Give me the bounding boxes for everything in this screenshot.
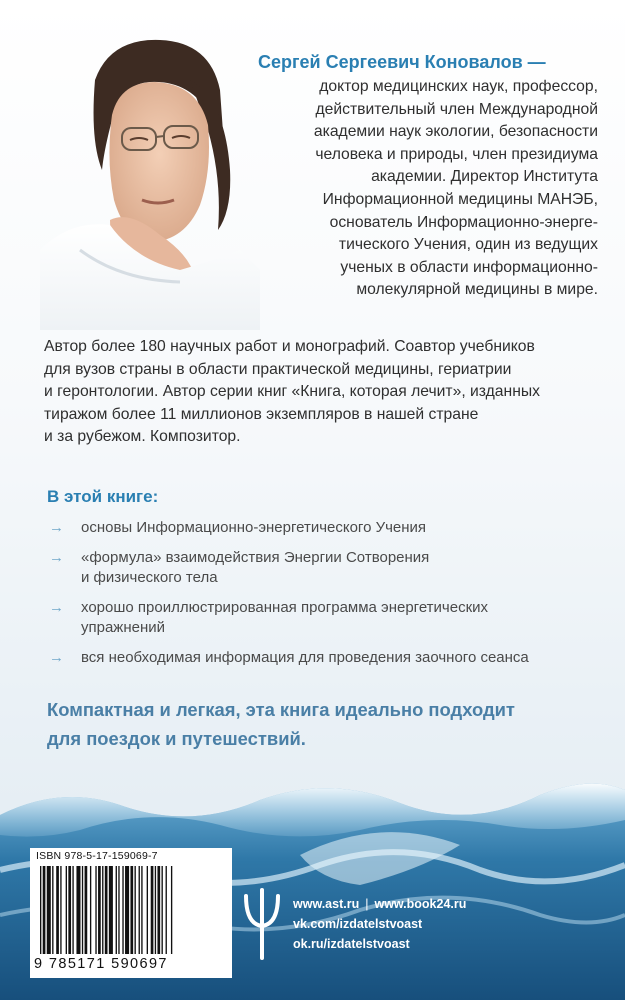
- author-name: Сергей Сергеевич Коновалов —: [258, 52, 546, 72]
- feature-item: [47, 648, 607, 668]
- barcode-bar: [118, 866, 119, 954]
- barcode-bar: [102, 866, 103, 954]
- feature-item: [47, 548, 607, 588]
- bio-line: молекулярной медицины в мире.: [356, 281, 598, 299]
- works-line: и геронтологии. Автор серии книг «Книга, которая лечит», изданных: [44, 383, 540, 401]
- barcode-bar: [66, 866, 67, 954]
- tagline-line: Компактная и легкая, эта книга идеально подходит: [47, 699, 515, 720]
- feature-line: основы Информационно-энергетического Учения: [81, 519, 427, 536]
- barcode-bar: [43, 866, 46, 954]
- isbn-label: ISBN 978-5-17-159069-7: [36, 850, 158, 862]
- link-ast[interactable]: www.ast.ru: [293, 897, 360, 911]
- barcode-bar: [60, 866, 61, 954]
- barcode-digits: 9 785171 590697: [34, 956, 168, 972]
- barcode-bar: [171, 866, 172, 954]
- barcode-bar: [157, 866, 160, 954]
- works-line: Автор более 180 научных работ и монографий. Соавтор учебников: [44, 338, 535, 355]
- bio-line: основатель Информационно-энерге-: [329, 213, 598, 231]
- compact-tagline: [47, 695, 607, 753]
- barcode-bar: [95, 866, 96, 954]
- feature-item: [47, 518, 607, 538]
- barcode-bar: [82, 866, 83, 954]
- barcode-bar: [90, 866, 91, 954]
- barcode-bar: [40, 866, 41, 954]
- barcode-bar: [105, 866, 108, 954]
- barcode-bar: [166, 866, 167, 954]
- bio-line: доктор медицинских наук, профессор,: [319, 78, 598, 95]
- barcode-bar: [68, 866, 71, 954]
- link-vk[interactable]: vk.com/izdatelstvoast: [293, 917, 423, 931]
- link-book24[interactable]: www.book24.ru: [374, 897, 467, 911]
- barcode-bar: [147, 866, 148, 954]
- barcode-bar: [47, 866, 51, 954]
- barcode-panel: [30, 848, 232, 978]
- barcode-bar: [122, 866, 123, 954]
- arrow-right-icon: →: [49, 519, 64, 536]
- barcode-bar: [151, 866, 154, 954]
- author-works: [44, 336, 604, 449]
- author-portrait: [40, 20, 260, 330]
- barcode-bar: [56, 866, 59, 954]
- feature-line: упражнений: [81, 619, 166, 636]
- barcode-bar: [141, 866, 142, 954]
- link-separator: |: [365, 897, 369, 911]
- barcode-bar: [135, 866, 136, 954]
- book-features-list: [47, 518, 607, 678]
- barcode-bar: [155, 866, 156, 954]
- works-line: тиражом более 11 миллионов экземпляров в нашей стране: [44, 405, 479, 423]
- arrow-right-icon: →: [49, 549, 64, 566]
- author-bio: [258, 76, 598, 302]
- barcode-bar: [139, 866, 140, 954]
- bio-line: академии. Директор Института: [371, 168, 598, 186]
- bio-line: действительный член Международной: [315, 100, 598, 118]
- arrow-right-icon: →: [49, 649, 64, 666]
- feature-line: хорошо проиллюстрированная программа энергетических: [81, 599, 489, 616]
- works-line: и за рубежом. Композитор.: [44, 428, 241, 446]
- bio-line: Информационной медицины МАНЭБ,: [322, 190, 598, 208]
- barcode-icon: [38, 866, 224, 954]
- bio-line: тического Учения, один из ведущих: [338, 236, 598, 254]
- barcode-bar: [98, 866, 101, 954]
- feature-line: «формула» взаимодействия Энергии Сотворения: [81, 549, 430, 566]
- barcode-bar: [109, 866, 113, 954]
- publisher-psi-logo-icon: [242, 888, 282, 960]
- barcode-bar: [116, 866, 117, 954]
- barcode-bar: [76, 866, 80, 954]
- barcode-bar: [162, 866, 163, 954]
- barcode-bar: [72, 866, 73, 954]
- barcode-bar: [85, 866, 88, 954]
- publisher-links: [293, 894, 466, 954]
- barcode-bar: [125, 866, 129, 954]
- barcode-bar: [52, 866, 53, 954]
- feature-line: вся необходимая информация для проведения заочного сеанса: [81, 649, 529, 666]
- book-features-heading: В этой книге:: [47, 487, 159, 506]
- bio-line: человека и природы, член президиума: [315, 145, 598, 163]
- tagline-line: для поездок и путешествий.: [47, 728, 306, 749]
- bio-line: ученых в области информационно-: [340, 258, 598, 276]
- arrow-right-icon: →: [49, 599, 64, 616]
- barcode-bar: [130, 866, 133, 954]
- feature-item: [47, 598, 607, 638]
- bio-line: академии наук экологии, безопасности: [313, 123, 598, 141]
- works-line: для вузов страны в области практической медицины, гериатрии: [44, 360, 512, 378]
- feature-line: и физического тела: [81, 569, 218, 586]
- link-ok[interactable]: ok.ru/izdatelstvoast: [293, 937, 410, 951]
